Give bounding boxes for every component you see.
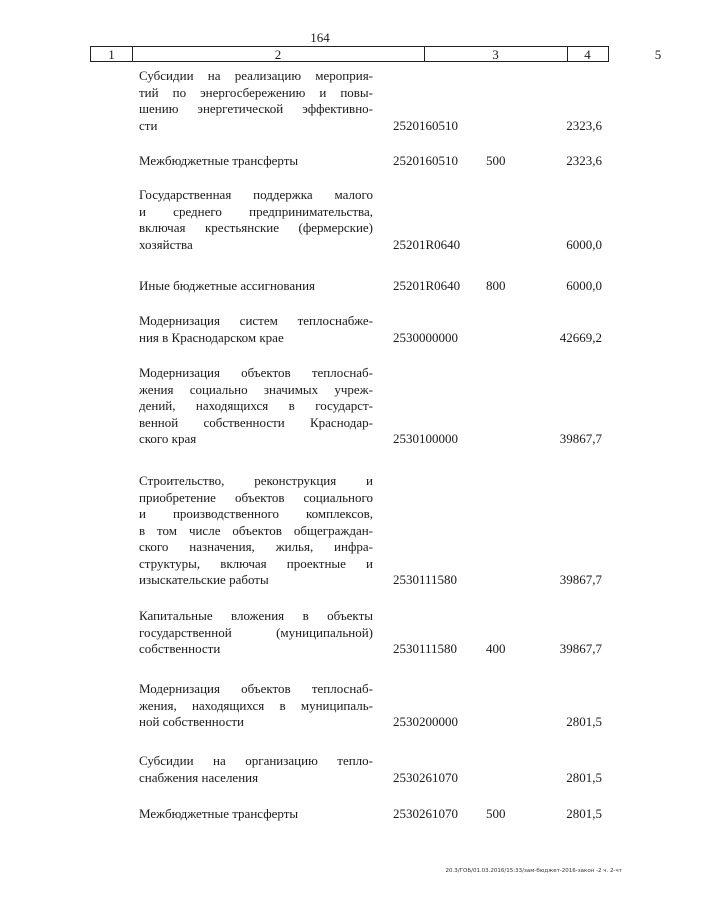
column-number-2: 2 [274, 47, 282, 62]
row-sum: 6000,0 [566, 278, 602, 293]
row-sum: 42669,2 [559, 329, 602, 345]
row-name [139, 473, 373, 589]
row-code: 2530111580 [393, 572, 458, 587]
row-code: 2520160510 [393, 153, 458, 168]
row-name-line: жения, находящихся в муниципаль- [139, 697, 373, 713]
row-name-line: снабжения населения [139, 769, 259, 785]
row-code: 2530100000 [393, 431, 458, 446]
row-name-line: Модернизация объектов теплоснаб- [139, 365, 373, 380]
row-name-line: ского края [139, 431, 197, 446]
row-name-line: и производственного комплексов, [139, 506, 373, 521]
column-number-5: 5 [654, 47, 662, 62]
row-name-line: сти [139, 117, 158, 133]
row-name-line: жения социально значимых учреж- [139, 381, 373, 397]
row-sum: 2323,6 [566, 153, 602, 168]
row-name [139, 313, 373, 346]
row-name-line: Модернизация систем теплоснабже- [139, 313, 373, 328]
row-sum: 2801,5 [566, 769, 602, 785]
row-name-line: структуры, включая проектные и [139, 555, 373, 571]
row-name-line: Строительство, реконструкция и [139, 473, 373, 488]
row-code: 2530111580 [393, 641, 458, 656]
row-name-line: Субсидии на реализацию мероприя- [139, 68, 373, 83]
row-sum: 2801,5 [566, 806, 602, 821]
row-name [139, 753, 373, 786]
row-name-line: приобретение объектов социального [139, 489, 373, 505]
row-name-line: ского назначения, жилья, инфра- [139, 539, 373, 554]
row-expense-type: 800 [486, 278, 506, 293]
row-code: 2530200000 [393, 714, 458, 729]
row-name [139, 153, 373, 170]
row-sum: 2801,5 [566, 714, 602, 729]
row-name-line: Капитальные вложения в объекты [139, 608, 373, 623]
row-name-line: шению энергетической эффективно- [139, 101, 373, 116]
row-name [139, 68, 373, 134]
column-number-1: 1 [108, 47, 115, 62]
row-name-line: и среднего предпринимательства, [139, 203, 373, 219]
row-name-line: Государственная поддержка малого [139, 187, 373, 202]
row-expense-type: 500 [486, 153, 506, 168]
row-name [139, 365, 373, 448]
row-name [139, 608, 373, 658]
row-name-line: дений, находящихся в государст- [139, 398, 373, 413]
row-sum: 2323,6 [566, 117, 602, 133]
column-number-4: 4 [584, 47, 591, 62]
row-name-line: в том числе объектов общеграждан- [139, 522, 373, 538]
page-number: 164 [310, 30, 330, 45]
row-name-line: Межбюджетные трансферты [139, 806, 299, 821]
row-name-line: ния в Краснодарском крае [139, 329, 284, 345]
row-name-line: собственности [139, 641, 221, 656]
row-name [139, 806, 373, 823]
row-name [139, 681, 373, 731]
row-name-line: хозяйства [139, 236, 193, 252]
row-name [139, 278, 373, 295]
row-name-line: тий по энергосбережению и повы- [139, 84, 373, 100]
row-sum: 6000,0 [566, 236, 602, 252]
row-name [139, 187, 373, 253]
row-name-line: включая крестьянские (фермерские) [139, 220, 373, 235]
row-code: 25201R0640 [393, 278, 461, 293]
row-name-line: государственной (муниципальной) [139, 624, 373, 640]
row-code: 2530000000 [393, 329, 458, 345]
row-name-line: изыскательские работы [139, 572, 269, 587]
row-name-line: Межбюджетные трансферты [139, 153, 299, 168]
row-code: 2520160510 [393, 117, 458, 133]
table-column-header [90, 46, 662, 62]
row-code: 2530261070 [393, 769, 458, 785]
row-name-line: Модернизация объектов теплоснаб- [139, 681, 373, 696]
row-name-line: Субсидии на организацию тепло- [139, 753, 373, 768]
row-code: 25201R0640 [393, 236, 461, 252]
row-sum: 39867,7 [559, 431, 602, 446]
row-sum: 39867,7 [559, 572, 602, 587]
footer-note: 20.3/ГОБ/01.03.2016/15:33/зам-бюджет-2016-закон -2 ч. 2-чт [445, 868, 622, 874]
row-expense-type: 500 [486, 806, 506, 821]
row-name-line: венной собственности Краснодар- [139, 414, 373, 430]
row-name-line: ной собственности [139, 714, 244, 729]
row-sum: 39867,7 [559, 641, 602, 656]
column-number-3: 3 [492, 47, 499, 62]
row-name-line: Иные бюджетные ассигнования [139, 278, 316, 293]
row-code: 2530261070 [393, 806, 458, 821]
row-expense-type: 400 [486, 641, 506, 656]
